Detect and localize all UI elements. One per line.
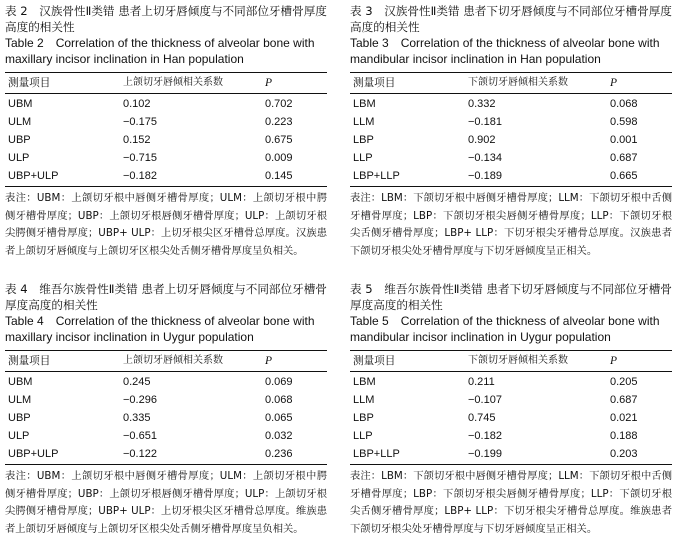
table-title-cn: 表 3 汉族骨性Ⅱ类错 患者下切牙唇倾度与不同部位牙槽骨厚度高度的相关性 [350,4,672,34]
table-row [350,95,672,113]
table-row [350,427,672,445]
row-item: ULP [8,430,30,442]
row-item: LLM [353,116,375,128]
table-title-cn: 表 4 维吾尔族骨性Ⅱ类错 患者上切牙唇倾度与不同部位牙槽骨厚度高度的相关性 [5,282,327,312]
table-header [350,351,672,372]
row-coefficient: 0.245 [123,376,151,388]
header-item: 测量项目 [8,77,51,89]
table-row [5,391,327,409]
row-item: ULM [8,116,32,128]
row-p-value: 0.203 [610,448,638,460]
row-coefficient: −0.651 [123,430,157,442]
header-item: 测量项目 [8,355,51,367]
table-5 [350,281,672,538]
row-p-value: 0.205 [610,376,638,388]
row-item: UBM [8,98,33,110]
row-p-value: 0.065 [265,412,293,424]
row-coefficient: −0.715 [123,152,157,164]
row-p-value: 0.068 [265,394,293,406]
table-note: 表注：UBM：上颌切牙根中唇侧牙槽骨厚度；ULM：上颌切牙根中腭侧牙槽骨厚度；UBP：上颌切牙根唇侧牙槽骨厚度；ULP：上颌切牙根尖腭侧牙槽骨厚度；UBP+ ULP：上切牙根尖区牙槽骨总厚度。汉族患者上颌切牙唇倾度与上颌切牙区根尖处舌侧牙槽骨厚度呈负相关。 [5,192,327,257]
row-item: LBM [353,98,376,110]
table-header [5,73,327,94]
table-row [5,167,327,185]
table-row [350,131,672,149]
table-row [350,373,672,391]
row-item: LLM [353,394,375,406]
table-4 [5,281,327,538]
table-note: 表注：LBM：下颌切牙根中唇侧牙槽骨厚度；LLM：下颌切牙根中舌侧牙槽骨厚度；LBP：下颌切牙根尖唇侧牙槽骨厚度；LLP：下颌切牙根尖舌侧牙槽骨厚度；LBP+ LLP：下切牙根尖牙槽骨总厚度。维族患者下颌切牙根尖处牙槽骨厚度与下切牙唇倾度呈正相关。 [350,470,672,535]
row-coefficient: −0.134 [468,152,502,164]
row-p-value: 0.188 [610,430,638,442]
table-row [350,149,672,167]
row-coefficient: −0.181 [468,116,502,128]
row-item: UBP+ULP [8,170,59,182]
row-p-value: 0.687 [610,394,638,406]
table-note: 表注：LBM：下颌切牙根中唇侧牙槽骨厚度；LLM：下颌切牙根中舌侧牙槽骨厚度；LBP：下颌切牙根尖唇侧牙槽骨厚度；LLP：下颌切牙根尖舌侧牙槽骨厚度；LBP+ LLP：下切牙根尖牙槽骨总厚度。汉族患者下颌切牙根尖处牙槽骨厚度与下切牙唇倾度呈正相关。 [350,192,672,257]
row-item: LBP+LLP [353,448,400,460]
table-row [350,445,672,463]
table-header [5,351,327,372]
table-3 [350,3,672,260]
row-coefficient: −0.182 [468,430,502,442]
row-coefficient: −0.296 [123,394,157,406]
table-row [5,409,327,427]
table-row [350,391,672,409]
header-p: P [265,355,273,367]
row-coefficient: 0.335 [123,412,151,424]
row-item: UBP [8,134,31,146]
row-p-value: 0.068 [610,98,638,110]
table-title-en: Table 3 Correlation of the thickness of alveolar bone with mandibular incisor inclination in Han population [350,36,660,66]
row-coefficient: 0.152 [123,134,151,146]
table-row [5,113,327,131]
table-row [350,167,672,185]
table-title-en: Table 5 Correlation of the thickness of alveolar bone with mandibular incisor inclination in Uygur population [350,314,660,344]
header-item: 测量项目 [353,77,396,89]
table-body [350,94,672,187]
table-body [5,372,327,465]
header-coefficient: 上颌切牙唇倾相关系数 [123,355,223,366]
header-p: P [610,77,618,89]
row-p-value: 0.598 [610,116,638,128]
table-row [5,427,327,445]
row-p-value: 0.145 [265,170,293,182]
header-coefficient: 下颌切牙唇倾相关系数 [468,77,568,88]
header-coefficient: 下颌切牙唇倾相关系数 [468,355,568,366]
table-2 [5,3,327,260]
row-item: ULM [8,394,32,406]
table-header [350,73,672,94]
table-row [5,373,327,391]
row-item: UBM [8,376,33,388]
row-p-value: 0.687 [610,152,638,164]
row-coefficient: −0.182 [123,170,157,182]
table-body [350,372,672,465]
table-title-en: Table 4 Correlation of the thickness of alveolar bone with maxillary incisor inclination in Uygur population [5,314,315,344]
row-coefficient: 0.745 [468,412,496,424]
row-item: ULP [8,152,30,164]
row-item: LBP [353,134,374,146]
header-coefficient: 上颌切牙唇倾相关系数 [123,77,223,88]
table-note: 表注：UBM：上颌切牙根中唇侧牙槽骨厚度；ULM：上颌切牙根中腭侧牙槽骨厚度；UBP：上颌切牙根唇侧牙槽骨厚度；ULP：上颌切牙根尖腭侧牙槽骨厚度；UBP+ ULP：上切牙根尖区牙槽骨总厚度。维族患者上颌切牙唇倾度与上颌切牙区根尖处舌侧牙槽骨厚度呈负相关。 [5,470,327,535]
table-title-en: Table 2 Correlation of the thickness of alveolar bone with maxillary incisor inclination in Han population [5,36,315,66]
row-item: LBP+LLP [353,170,400,182]
table-title-cn: 表 2 汉族骨性Ⅱ类错 患者上切牙唇倾度与不同部位牙槽骨厚度高度的相关性 [5,4,327,34]
row-p-value: 0.702 [265,98,293,110]
table-row [5,95,327,113]
row-coefficient: 0.902 [468,134,496,146]
table-body [5,94,327,187]
row-item: UBP+ULP [8,448,59,460]
row-p-value: 0.001 [610,134,638,146]
row-coefficient: −0.122 [123,448,157,460]
row-p-value: 0.223 [265,116,293,128]
table-row [5,445,327,463]
table-row [350,113,672,131]
row-coefficient: −0.107 [468,394,502,406]
table-row [350,409,672,427]
row-p-value: 0.675 [265,134,293,146]
row-item: LLP [353,430,373,442]
row-p-value: 0.009 [265,152,293,164]
row-coefficient: 0.211 [468,376,495,388]
row-coefficient: 0.102 [123,98,151,110]
header-p: P [265,77,273,89]
row-coefficient: 0.332 [468,98,496,110]
row-item: LBM [353,376,376,388]
row-p-value: 0.032 [265,430,293,442]
row-coefficient: −0.175 [123,116,157,128]
header-p: P [610,355,618,367]
row-p-value: 0.665 [610,170,638,182]
row-p-value: 0.021 [610,412,638,424]
header-item: 测量项目 [353,355,396,367]
row-p-value: 0.236 [265,448,293,460]
table-row [5,131,327,149]
row-item: LLP [353,152,373,164]
row-item: UBP [8,412,31,424]
row-coefficient: −0.199 [468,448,502,460]
row-p-value: 0.069 [265,376,293,388]
table-row [5,149,327,167]
row-item: LBP [353,412,374,424]
row-coefficient: −0.189 [468,170,502,182]
table-title-cn: 表 5 维吾尔族骨性Ⅱ类错 患者下切牙唇倾度与不同部位牙槽骨厚度高度的相关性 [350,282,672,312]
